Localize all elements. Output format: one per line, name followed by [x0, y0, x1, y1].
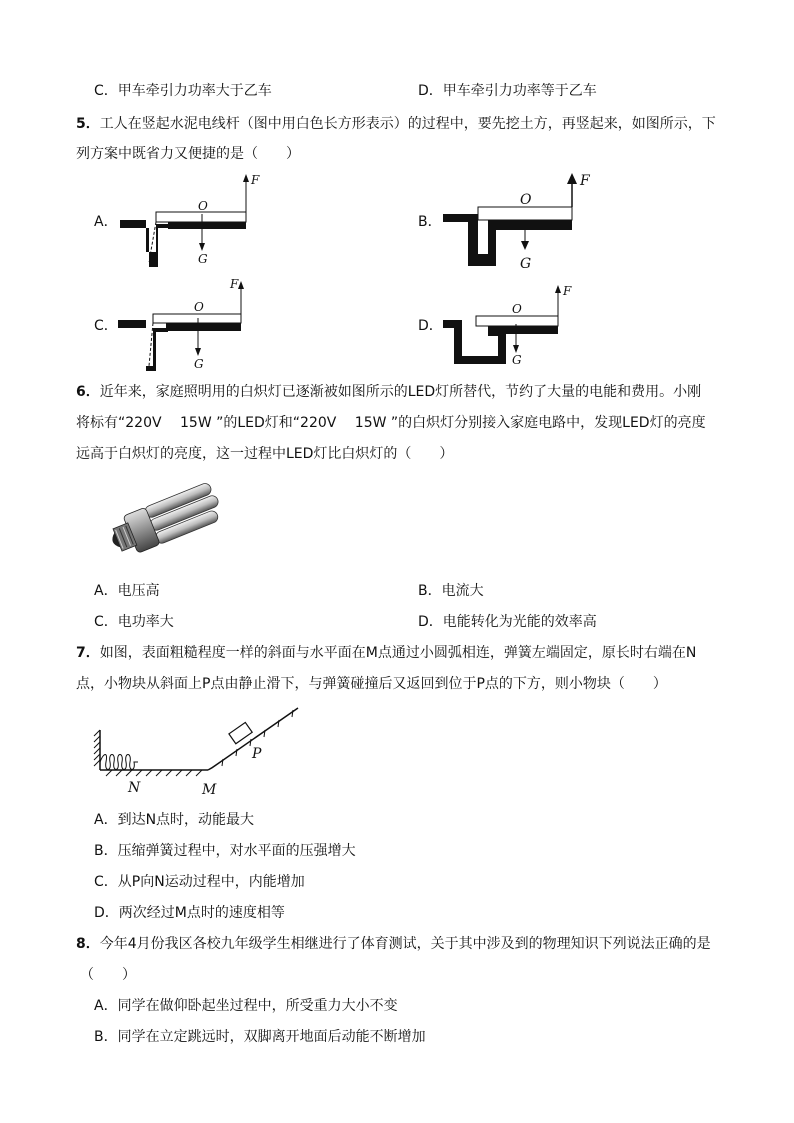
- q7-option-d: D．两次经过M点时的速度相等: [94, 905, 285, 921]
- q5-option-c-label: C．: [94, 318, 118, 334]
- q5-number: 5．: [76, 116, 100, 132]
- q6-option-a: A．电压高: [94, 583, 160, 599]
- q6-number: 6．: [76, 384, 100, 400]
- q5c-label-g: G: [194, 357, 204, 371]
- q5-figure-c: [116, 276, 256, 376]
- q6-option-b: B．电流大: [418, 583, 484, 599]
- q4-option-d: D．甲车牵引力功率等于乙车: [418, 83, 597, 99]
- q6-stem-line3: 远高于白炽灯的亮度，这一过程中LED灯比白炽灯的（ ）: [76, 446, 454, 462]
- q7-stem-line2: 点，小物块从斜面上P点由静止滑下，与弹簧碰撞后又返回到位于P点的下方，则小物块（ ）: [76, 676, 667, 692]
- q5-option-b-label: B．: [418, 214, 442, 230]
- q5-stem-line1: 5．工人在竖起水泥电线杆（图中用白色长方形表示）的过程中，要先挖土方，再竖起来，如图所示，下: [76, 116, 716, 132]
- q7-number: 7．: [76, 645, 100, 661]
- q8-stem-line1: 8．今年4月份我区各校九年级学生相继进行了体育测试，关于其中涉及到的物理知识下列说法正确的是: [76, 936, 711, 952]
- q5-option-a-label: A．: [94, 214, 118, 230]
- q7-option-a: A．到达N点时，动能最大: [94, 812, 255, 828]
- q5b-label-g: G: [520, 256, 532, 272]
- q5-stem-line2: 列方案中既省力又便捷的是（ ）: [76, 146, 300, 162]
- q7-option-c: C．从P向N运动过程中，内能增加: [94, 874, 305, 890]
- q4-option-c: C．甲车牵引力功率大于乙车: [94, 83, 272, 99]
- q5a-label-g: G: [198, 252, 208, 266]
- q5-figure-b: [440, 170, 600, 274]
- q5-figure-d: [440, 280, 580, 370]
- q7-label-m: M: [202, 782, 217, 798]
- q5a-label-f: F: [251, 173, 260, 187]
- q5d-label-f: F: [563, 284, 572, 298]
- q7-option-b: B．压缩弹簧过程中，对水平面的压强增大: [94, 843, 356, 859]
- q6-stem-line2: 将标有“220V 15W ”的LED灯和“220V 15W ”的白炽灯分别接入家庭电路中，发现LED灯的亮度: [76, 415, 706, 431]
- q5d-label-o: O: [512, 302, 522, 316]
- q7-label-n: N: [128, 780, 141, 796]
- q6-option-d: D．电能转化为光能的效率高: [418, 614, 597, 630]
- q7-label-p: P: [252, 746, 262, 762]
- q5-option-d-label: D．: [418, 318, 443, 334]
- q5c-label-f: F: [230, 277, 239, 291]
- q7-incline-spring-diagram: [92, 700, 304, 800]
- q6-stem-line1: 6．近年来，家庭照明用的白炽灯已逐渐被如图所示的LED灯所替代，节约了大量的电能和费用。小刚: [76, 384, 702, 400]
- q8-option-a: A．同学在做仰卧起坐过程中，所受重力大小不变: [94, 998, 398, 1014]
- q8-stem-line2: （ ）: [80, 967, 136, 983]
- q5b-label-f: F: [580, 173, 590, 189]
- q5c-label-o: O: [194, 300, 204, 314]
- q6-option-c: C．电功率大: [94, 614, 174, 630]
- q5d-label-g: G: [512, 353, 522, 367]
- q8-number: 8．: [76, 936, 100, 952]
- q7-stem-line1: 7．如图，表面粗糙程度一样的斜面与水平面在M点通过小圆弧相连，弹簧左端固定，原长时右端在N: [76, 645, 697, 661]
- q8-option-b: B．同学在立定跳远时，双脚离开地面后动能不断增加: [94, 1029, 426, 1045]
- q5b-label-o: O: [520, 192, 532, 208]
- q5a-label-o: O: [198, 199, 208, 213]
- q5-figure-a: [118, 172, 258, 272]
- led-bulb-image: [92, 480, 232, 564]
